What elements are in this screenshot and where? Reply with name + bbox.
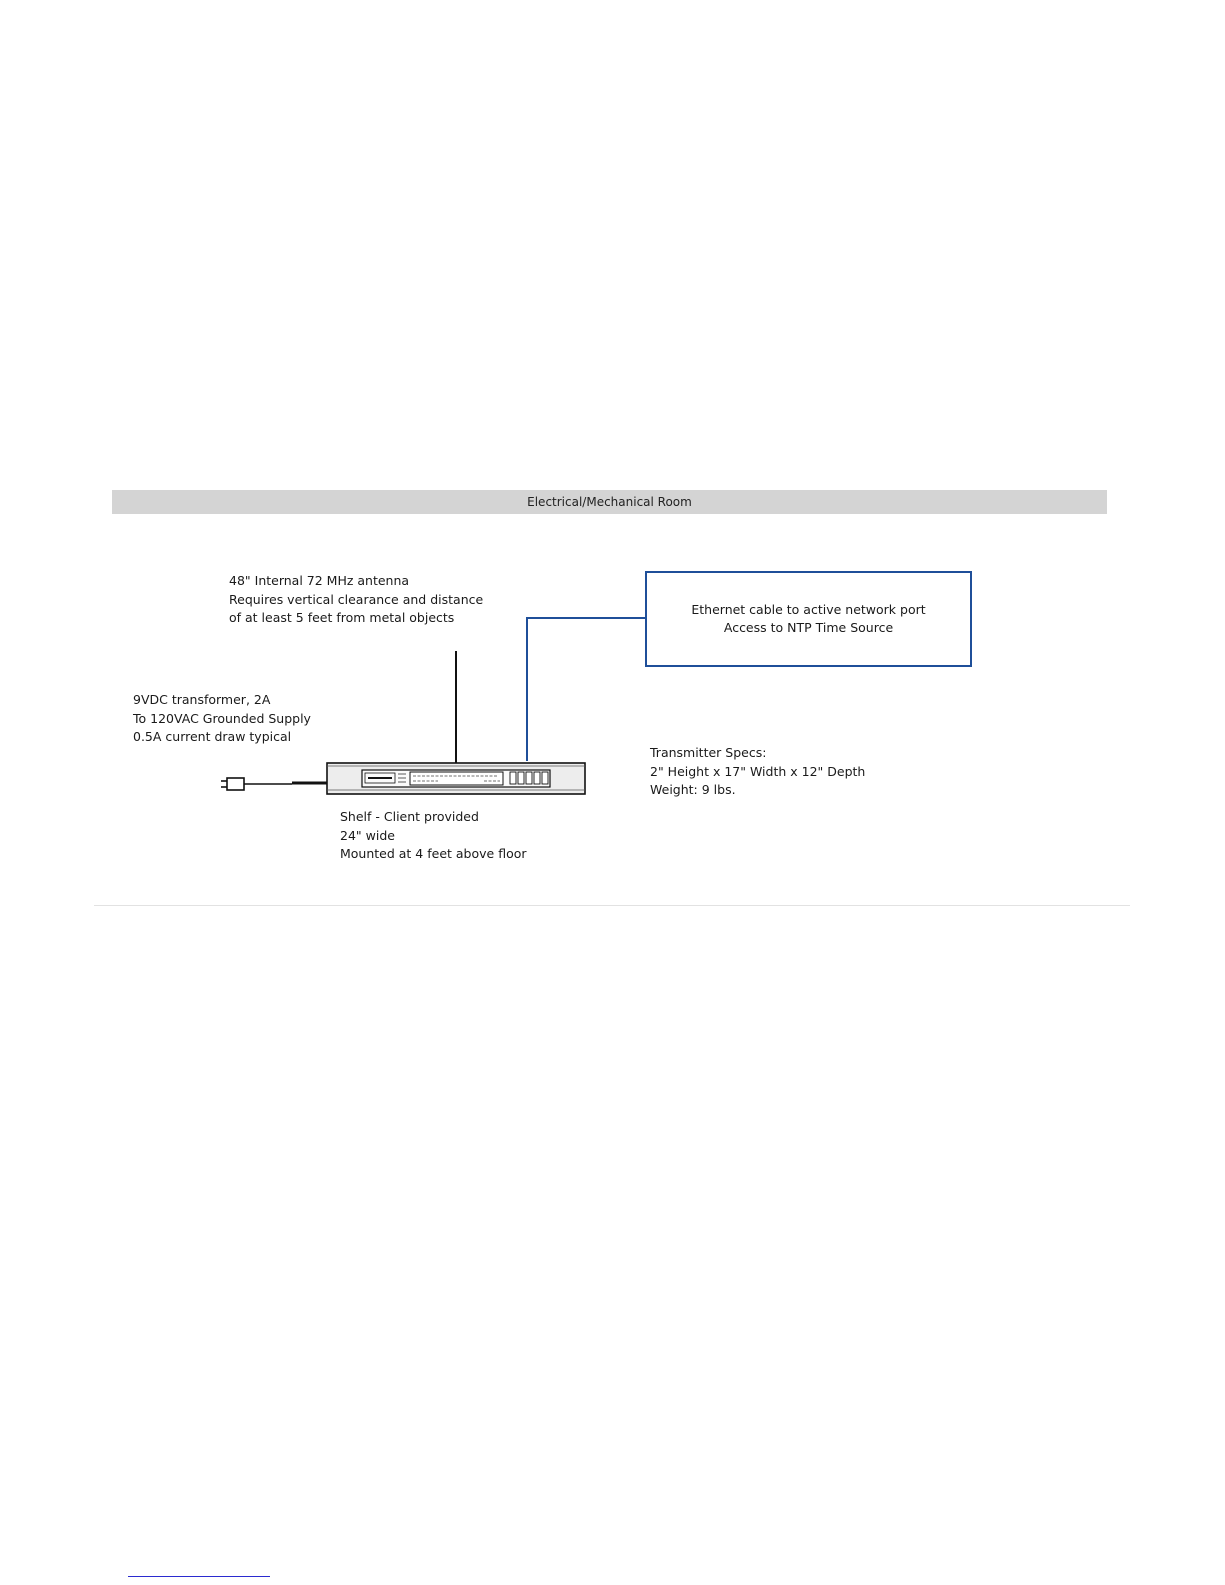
antenna-label-line-1: 48" Internal 72 MHz antenna (229, 573, 410, 588)
specs-line-3: Weight: 9 lbs. (650, 782, 736, 798)
section-divider (94, 905, 1130, 906)
specs-line-2: 2" Height x 17" Width x 12" Depth (650, 763, 866, 779)
power-plug-icon (221, 778, 244, 790)
shelf-line-3: Mounted at 4 feet above floor (340, 846, 527, 862)
network-callout-line-1: Ethernet cable to active network port (691, 602, 926, 617)
ethernet-cable-line (527, 618, 645, 761)
antenna-label-line-3: of at least 5 feet from metal objects (229, 610, 455, 626)
specs-line-1: Transmitter Specs: (650, 745, 767, 760)
footnote-separator (128, 1576, 270, 1577)
power-label-line-2: To 120VAC Grounded Supply (133, 710, 311, 726)
antenna-label-line-2: Requires vertical clearance and distance (229, 591, 484, 607)
section-title: Electrical/Mechanical Room (527, 495, 692, 509)
network-callout-line-2: Access to NTP Time Source (723, 620, 894, 635)
transmitter-unit-icon (327, 763, 585, 794)
power-label-line-1: 9VDC transformer, 2A (133, 692, 271, 707)
shelf-line-1: Shelf - Client provided (340, 809, 479, 824)
shelf-line-2: 24" wide (340, 827, 395, 843)
power-label-line-3: 0.5A current draw typical (133, 729, 292, 745)
